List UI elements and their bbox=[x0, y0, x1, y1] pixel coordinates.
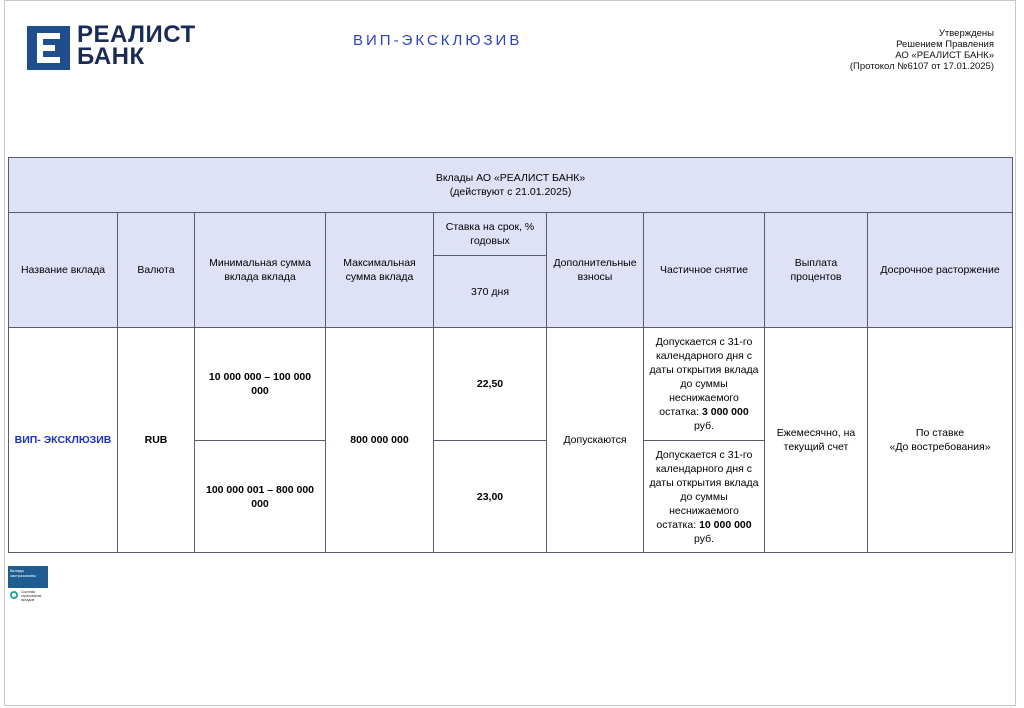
tier-partial bbox=[644, 328, 765, 441]
tier-rate: 23,00 bbox=[434, 441, 547, 553]
table-caption bbox=[9, 158, 1013, 213]
bank-logo bbox=[27, 21, 207, 72]
deposit-max-sum: 800 000 000 bbox=[326, 328, 434, 553]
partial-unit: руб. bbox=[693, 532, 715, 545]
badge-subtitle: Система страхования вкладов bbox=[21, 590, 42, 602]
tier-range: 100 000 001 – 800 000 000 bbox=[195, 441, 326, 553]
tier-range: 10 000 000 – 100 000 000 bbox=[195, 328, 326, 441]
tier-partial bbox=[644, 441, 765, 553]
partial-unit: руб. bbox=[693, 420, 715, 432]
header-term: 370 дня bbox=[434, 256, 547, 328]
header-additional: Дополнительные взносы bbox=[547, 213, 644, 328]
header-payout: Выплата процентов bbox=[765, 213, 868, 328]
approval-line: АО «РЕАЛИСТ БАНК» bbox=[895, 50, 994, 61]
insurance-icon bbox=[10, 591, 18, 599]
logo-text bbox=[77, 21, 196, 70]
deposit-name: ВИП- ЭКСКЛЮЗИВ bbox=[9, 328, 118, 553]
header-partial: Частичное снятие bbox=[644, 213, 765, 328]
header-early: Досрочное расторжение bbox=[868, 213, 1013, 328]
deposit-additional: Допускаются bbox=[547, 328, 644, 553]
logo-line-2: БАНК bbox=[77, 43, 145, 70]
deposit-payout: Ежемесячно, на текущий счет bbox=[765, 328, 868, 553]
early-line: «До востребования» bbox=[889, 441, 991, 453]
deposit-early bbox=[868, 328, 1013, 553]
deposit-insurance-badge bbox=[8, 566, 48, 604]
table-row bbox=[9, 328, 1013, 441]
partial-text: Допускается с 31-го календарного дня с даты открытия вклада до суммы неснижаемого остатка: bbox=[649, 448, 759, 531]
header-currency: Валюта bbox=[118, 213, 195, 328]
early-line: По ставке bbox=[915, 427, 965, 439]
deposit-currency: RUB bbox=[118, 328, 195, 553]
header-min-sum: Минимальная сумма вклада вклада bbox=[195, 213, 326, 328]
caption-title: Вклады АО «РЕАЛИСТ БАНК» bbox=[435, 172, 586, 184]
header-name: Название вклада bbox=[9, 213, 118, 328]
approval-line: Утверждены bbox=[938, 28, 994, 39]
partial-amount: 3 000 000 bbox=[701, 406, 749, 418]
approval-line: Решением Правления bbox=[896, 39, 994, 50]
logo-line-1: РЕАЛИСТ bbox=[77, 21, 196, 48]
logo-mark-icon bbox=[27, 26, 70, 70]
badge-title: Вклады застрахованы bbox=[8, 566, 48, 588]
approval-line: (Протокол №6107 от 17.01.2025) bbox=[849, 61, 994, 72]
tier-rate: 22,50 bbox=[434, 328, 547, 441]
header-max-sum: Максимальная сумма вклада bbox=[326, 213, 434, 328]
caption-date: (действуют с 21.01.2025) bbox=[449, 186, 572, 198]
header-rate: Ставка на срок, % годовых bbox=[434, 213, 547, 256]
partial-text: Допускается с 31-го календарного дня с даты открытия вклада до суммы неснижаемого остатка: bbox=[649, 336, 759, 418]
approval-block bbox=[850, 28, 994, 72]
partial-amount: 10 000 000 bbox=[699, 518, 752, 531]
deposit-table bbox=[8, 157, 1013, 553]
document-title: ВИП-ЭКСКЛЮЗИВ bbox=[353, 32, 523, 49]
